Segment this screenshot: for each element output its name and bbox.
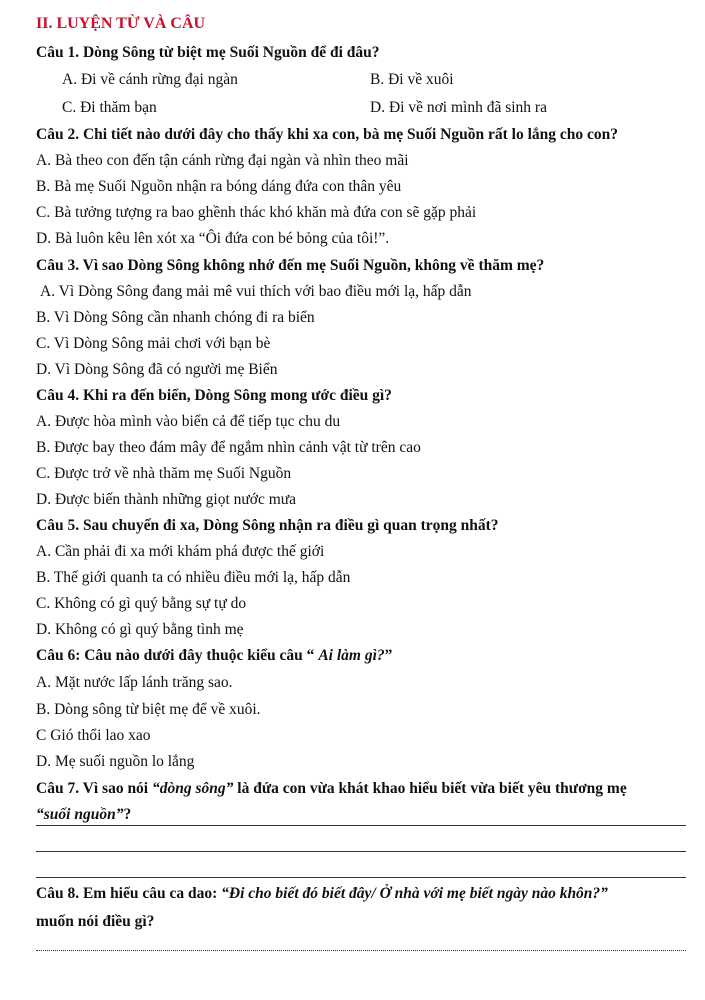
q3-option-c: C. Vì Dòng Sông mải chơi với bạn bè: [36, 335, 271, 352]
q4-option-a: A. Được hòa mình vào biển cả để tiếp tục chu du: [36, 413, 341, 430]
question-2: Câu 2. Chi tiết nào dưới đây cho thấy khi xa con, bà mẹ Suối Nguồn rất lo lắng cho con?: [36, 126, 618, 143]
answer-dotted-line: [36, 950, 686, 951]
q1-option-d: D. Đi về nơi mình đã sinh ra: [370, 99, 547, 116]
section-title: II. LUYỆN TỪ VÀ CÂU: [36, 15, 206, 32]
q6-italic: Ai làm gì?: [318, 647, 385, 664]
q4-option-d: D. Được biến thành những giọt nước mưa: [36, 491, 297, 508]
q4-option-b: B. Được bay theo đám mây để ngắm nhìn cảnh vật từ trên cao: [36, 439, 421, 456]
q6-option-a: A. Mặt nước lấp lánh trăng sao.: [36, 674, 233, 691]
q5-option-c: C. Không có gì quý bằng sự tự do: [36, 595, 247, 612]
q2-option-a: A. Bà theo con đến tận cánh rừng đại ngàn và nhìn theo mãi: [36, 152, 409, 169]
q2-option-d: D. Bà luôn kêu lên xót xa “Ôi đứa con bé bỏng của tôi!”.: [36, 230, 390, 247]
q6-option-d: D. Mẹ suối nguồn lo lắng: [36, 753, 195, 770]
q5-option-a: A. Cần phải đi xa mới khám phá được thế giới: [36, 543, 325, 560]
q6-suffix: ”: [384, 647, 393, 664]
q3-option-b: B. Vì Dòng Sông cần nhanh chóng đi ra biển: [36, 309, 315, 326]
q8-italic: “Đi cho biết đó biết đây/ Ở nhà với mẹ biết ngày nào khôn?”: [221, 885, 608, 902]
question-7-line-1: [36, 779, 627, 799]
q2-option-b: B. Bà mẹ Suối Nguồn nhận ra bóng dáng đứa con thân yêu: [36, 178, 402, 195]
question-3: Câu 3. Vì sao Dòng Sông không nhớ đến mẹ Suối Nguồn, không về thăm mẹ?: [36, 257, 545, 274]
question-7-line-2: [36, 805, 131, 825]
answer-line-3: [36, 877, 686, 878]
q3-option-d: D. Vì Dòng Sông đã có người mẹ Biển: [36, 361, 278, 378]
question-5: Câu 5. Sau chuyến đi xa, Dòng Sông nhận ra điều gì quan trọng nhất?: [36, 517, 499, 534]
question-8-line-1: [36, 884, 608, 904]
answer-line-2: [36, 851, 686, 852]
q5-option-b: B. Thế giới quanh ta có nhiều điều mới lạ, hấp dẫn: [36, 569, 351, 586]
question-4: Câu 4. Khi ra đến biển, Dòng Sông mong ước điều gì?: [36, 387, 392, 404]
answer-line-1: [36, 825, 686, 826]
q1-option-b: B. Đi về xuôi: [370, 71, 454, 88]
q2-option-c: C. Bà tưởng tượng ra bao ghềnh thác khó khăn mà đứa con sẽ gặp phải: [36, 204, 477, 221]
q8-prefix: Câu 8. Em hiểu câu ca dao:: [36, 885, 222, 902]
q3-option-a: A. Vì Dòng Sông đang mải mê vui thích với bao điều mới lạ, hấp dẫn: [40, 283, 472, 300]
q4-option-c: C. Được trở về nhà thăm mẹ Suối Nguồn: [36, 465, 292, 482]
q1-option-a: A. Đi về cánh rừng đại ngàn: [62, 71, 238, 88]
q7-italic-2: “suối nguồn”: [36, 806, 124, 823]
q1-option-c: C. Đi thăm bạn: [62, 99, 157, 116]
question-1: Câu 1. Dòng Sông từ biệt mẹ Suối Nguồn để đi đâu?: [36, 44, 380, 61]
q6-option-b: B. Dòng sông từ biệt mẹ để về xuôi.: [36, 701, 261, 718]
q7-italic-1: “dòng sông”: [152, 780, 234, 797]
q6-prefix: Câu 6: Câu nào dưới đây thuộc kiểu câu “: [36, 647, 319, 664]
q7-suffix: ?: [123, 806, 132, 823]
q6-option-c: C Gió thổi lao xao: [36, 727, 151, 744]
q7-middle: là đứa con vừa khát khao hiểu biết vừa biết yêu thương mẹ: [233, 780, 627, 797]
question-6: [36, 646, 392, 666]
q7-prefix: Câu 7. Vì sao nói: [36, 780, 152, 797]
question-8-line-2: muốn nói điều gì?: [36, 913, 155, 930]
q5-option-d: D. Không có gì quý bằng tình mẹ: [36, 621, 244, 638]
